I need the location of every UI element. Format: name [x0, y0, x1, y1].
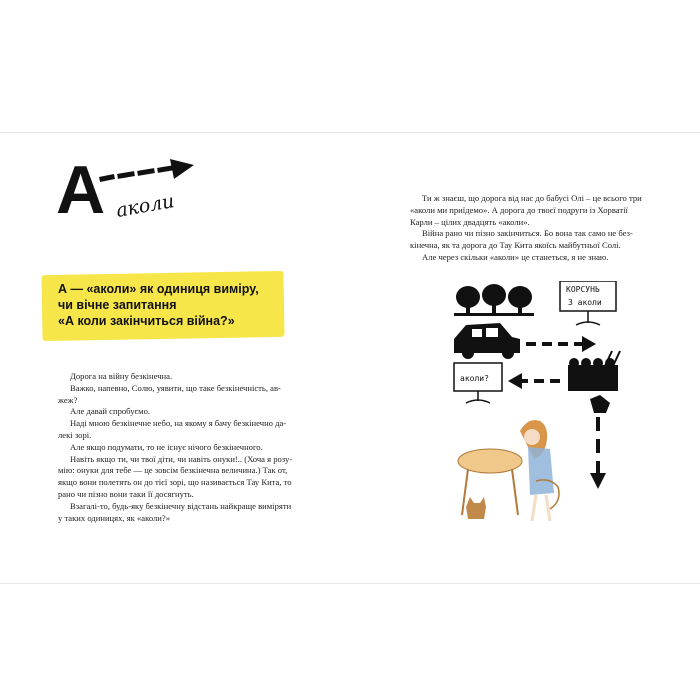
sign-akoly-icon: [454, 363, 502, 403]
trees-icon: [454, 284, 534, 316]
paragraph: Але якщо подумати, то не існує нічого безкінечного.: [70, 441, 263, 452]
paragraph: Але через скільки «аколи» це станеться, я не знаю.: [422, 251, 609, 262]
dashed-arrow-icon: [98, 157, 196, 197]
soldiers-icon: [568, 351, 620, 391]
paragraph: Навіть якщо ти, чи твої діти, чи навіть онуки!.. (Хоча я розу-мію: онуки для тебе — це зовсім безкінечна величина.) Так от, якщо вони полетять он до тієї зорі, що називається Тау Кита, то рано чи пізно вони таки її досягнуть.: [58, 453, 293, 499]
sign-korsun-icon: [560, 281, 616, 325]
paragraph: Але давай спробуємо.: [70, 406, 151, 417]
explosion-icon: [590, 395, 610, 413]
heading-word: аколи: [114, 190, 176, 222]
right-body-text: [410, 193, 646, 264]
heading-letter: А: [56, 152, 106, 228]
subtitle-line: «А коли закінчиться війна?»: [58, 314, 235, 328]
arrow-head-icon: [508, 373, 522, 389]
paragraph: Надi мною безкінечне небо, на якому я бачу безкінечно да-лекі зорі.: [58, 418, 287, 440]
sign-akoly-label: аколи?: [460, 374, 489, 383]
paragraph: Війна рано чи пізно закінчиться. Бо вона так само не без-кінечна, як та дорога до Тау Кита якоїсь майбутньої Солі.: [410, 228, 633, 251]
paragraph: Ти ж знаєш, що дорога від нас до бабусі Олі – це всього три «аколи ми приїдемо». А дорога до твоєї подруги із Хорватії Карли – цілих двадцять «аколи».: [410, 193, 642, 227]
journey-illustration: [450, 281, 635, 531]
paragraph: Взагалі-то, будь-яку безкінечну відстань найкраще виміряти у таких одиницях, як «аколи?»: [58, 500, 292, 523]
subtitle-line: А — «аколи» як одиниця виміру,: [58, 282, 259, 296]
cat-icon: [466, 497, 486, 519]
chapter-heading: [56, 152, 196, 231]
sign-korsun-line2: 3 аколи: [568, 298, 602, 307]
sign-korsun-line1: КОРСУНЬ: [566, 285, 600, 294]
arrow-head-icon: [590, 473, 606, 489]
paragraph: Важко, напевно, Солю, уявити, що таке безкінечність, ав-жеж?: [58, 382, 281, 405]
right-page: [350, 133, 700, 583]
paragraph: Дорога на війну безкінечна.: [70, 371, 173, 381]
book-spread: [0, 132, 700, 584]
arrow-head-icon: [582, 336, 596, 352]
left-page: [0, 133, 350, 583]
left-body-text: [58, 371, 294, 524]
chapter-subtitle: [58, 281, 284, 329]
car-icon: [454, 323, 520, 359]
subtitle-line: чи вічне запитання: [58, 298, 177, 312]
